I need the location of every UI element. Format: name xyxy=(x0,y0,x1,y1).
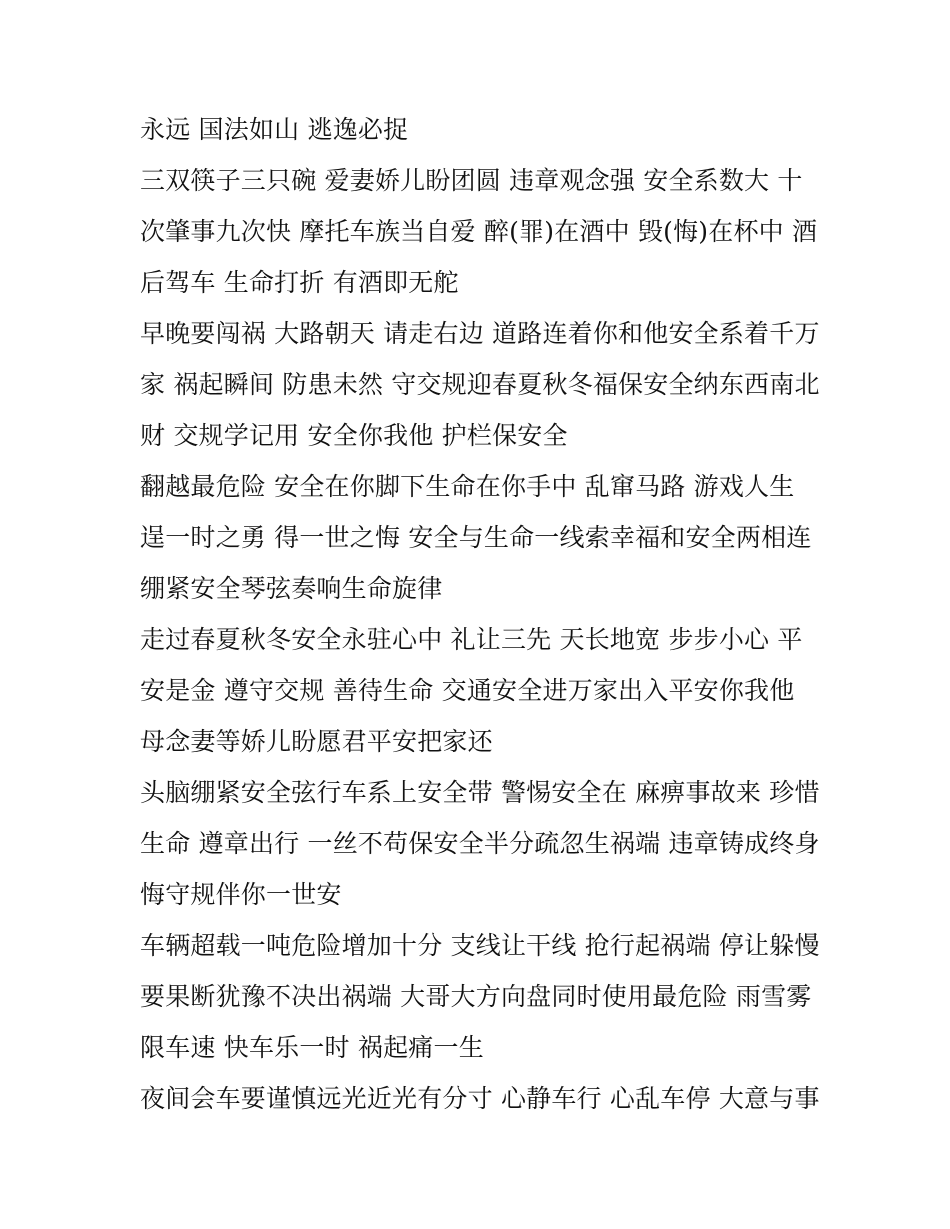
text-line: 车辆超载一吨危险增加十分 支线让干线 抢行起祸端 停让躲慢 xyxy=(140,931,820,960)
text-line: 后驾车 生命打折 有酒即无舵 xyxy=(140,268,459,297)
text-line: 要果断犹豫不决出祸端 大哥大方向盘同时使用最危险 雨雪雾 xyxy=(140,982,812,1011)
text-line: 悔守规伴你一世安 xyxy=(140,880,342,909)
document-body xyxy=(140,104,820,1124)
text-line: 三双筷子三只碗 爱妻娇儿盼团圆 违章观念强 安全系数大 十 xyxy=(140,166,803,195)
text-line: 家 祸起瞬间 防患未然 守交规迎春夏秋冬福保安全纳东西南北 xyxy=(140,370,820,399)
text-line: 翻越最危险 安全在你脚下生命在你手中 乱窜马路 游戏人生 xyxy=(140,472,795,501)
text-line: 头脑绷紧安全弦行车系上安全带 警惕安全在 麻痹事故来 珍惜 xyxy=(140,778,820,807)
text-line: 夜间会车要谨慎远光近光有分寸 心静车行 心乱车停 大意与事 xyxy=(140,1084,820,1113)
text-line: 绷紧安全琴弦奏响生命旋律 xyxy=(140,574,443,603)
text-line: 安是金 遵守交规 善待生命 交通安全进万家出入平安你我他 xyxy=(140,676,795,705)
text-line: 生命 遵章出行 一丝不苟保安全半分疏忽生祸端 违章铸成终身 xyxy=(140,829,820,858)
text-line: 财 交规学记用 安全你我他 护栏保安全 xyxy=(140,421,568,450)
text-line: 走过春夏秋冬安全永驻心中 礼让三先 天长地宽 步步小心 平 xyxy=(140,625,803,654)
text-line: 永远 国法如山 逃逸必捉 xyxy=(140,115,409,144)
text-line: 早晚要闯祸 大路朝天 请走右边 道路连着你和他安全系着千万 xyxy=(140,319,820,348)
text-line: 次肇事九次快 摩托车族当自爱 醉(罪)在酒中 毁(悔)在杯中 酒 xyxy=(140,217,818,246)
text-line: 限车速 快车乐一时 祸起痛一生 xyxy=(140,1033,484,1062)
text-line: 逞一时之勇 得一世之悔 安全与生命一线索幸福和安全两相连 xyxy=(140,523,812,552)
text-line: 母念妻等娇儿盼愿君平安把家还 xyxy=(140,727,493,756)
